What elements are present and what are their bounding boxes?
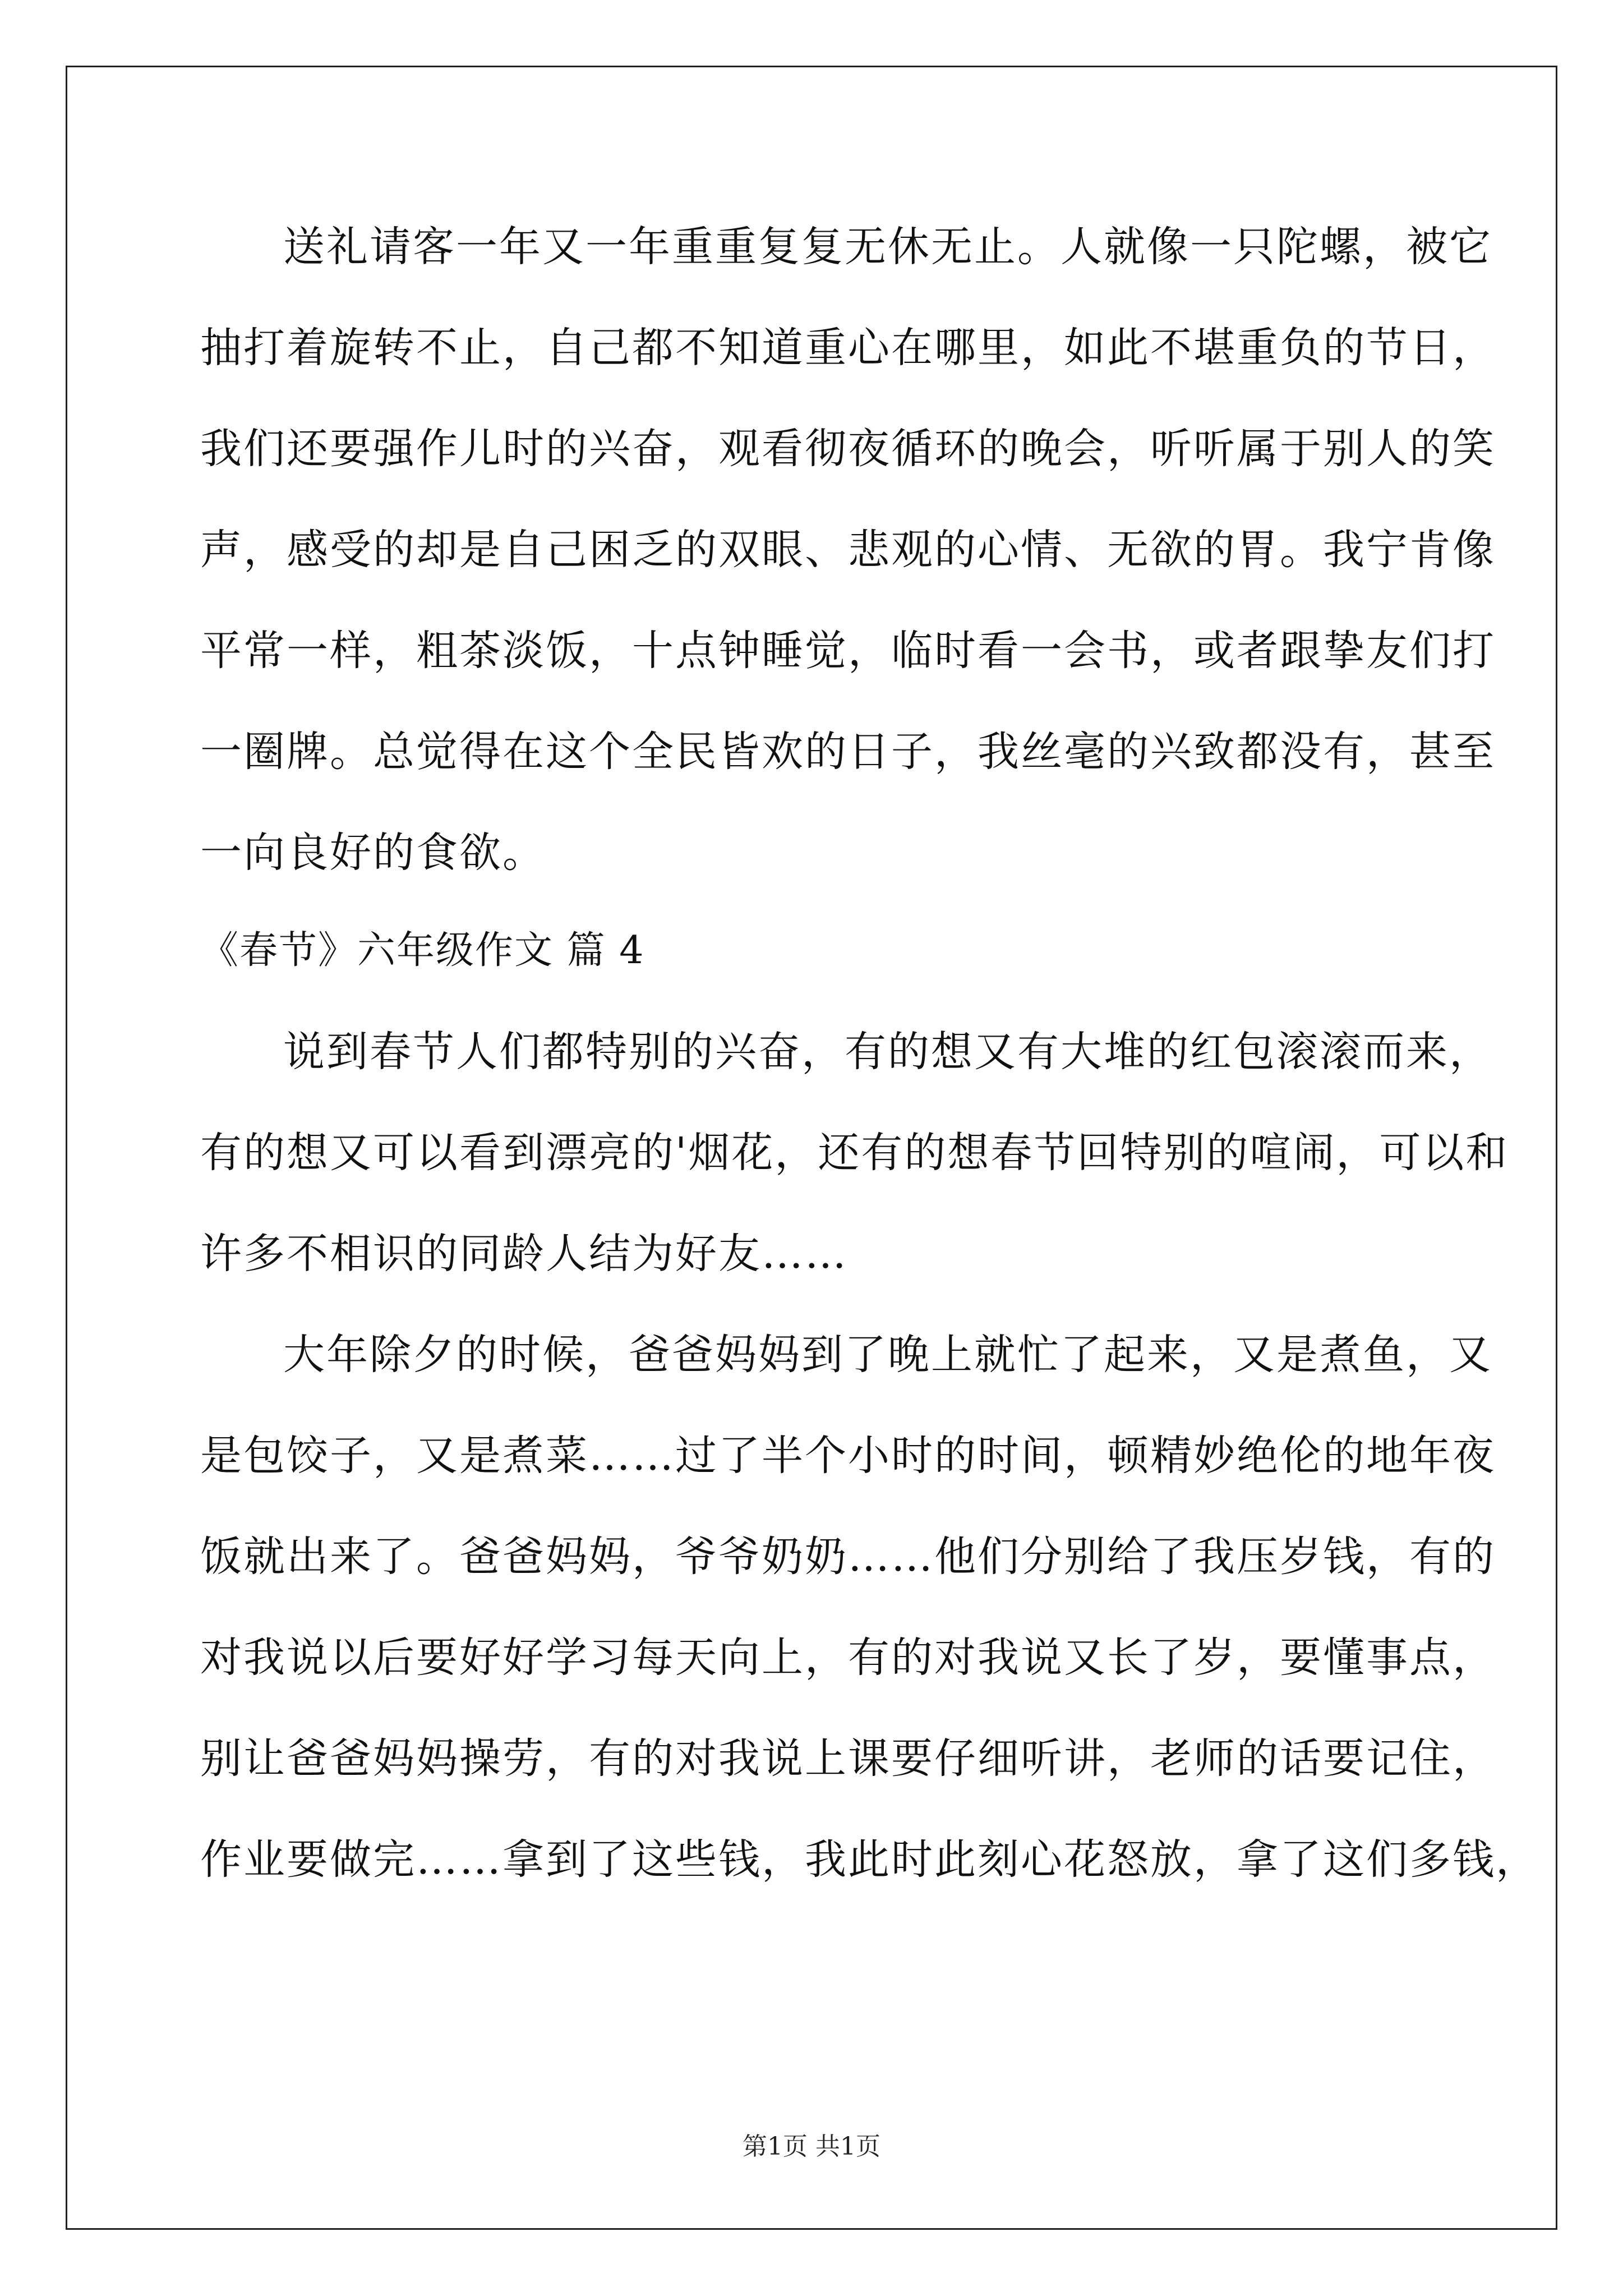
paragraph-line: 对我说以后要好好学习每天向上，有的对我说又长了岁，要懂事点， — [200, 1634, 1496, 1682]
paragraph-line: 我们还要强作儿时的兴奋，观看彻夜循环的晚会，听听属于别人的笑 — [200, 425, 1496, 473]
paragraph-line: 送礼请客一年又一年重重复复无休无止。人就像一只陀螺，被它 — [283, 223, 1492, 271]
paragraph-line: 有的想又可以看到漂亮的'烟花，还有的想春节回特别的喧闹，可以和 — [200, 1129, 1509, 1177]
page-footer: 第1页 共1页 — [743, 2132, 880, 2161]
paragraph-line: 一圈牌。总觉得在这个全民皆欢的日子，我丝毫的兴致都没有，甚至 — [200, 728, 1496, 776]
paragraph-line: 说到春节人们都特别的兴奋，有的想又有大堆的红包滚滚而来， — [283, 1028, 1492, 1076]
paragraph-line: 大年除夕的时候，爸爸妈妈到了晚上就忙了起来，又是煮鱼，又 — [283, 1331, 1492, 1379]
paragraph-line: 是包饺子，又是煮菜……过了半个小时的时间，顿精妙绝伦的地年夜 — [200, 1432, 1496, 1480]
paragraph-line: 许多不相识的同龄人结为好友…… — [200, 1230, 848, 1278]
paragraph-line: 作业要做完……拿到了这些钱，我此时此刻心花怒放，拿了这们多钱， — [200, 1835, 1539, 1884]
paragraph-line: 声，感受的却是自己困乏的双眼、悲观的心情、无欲的胃。我宁肯像 — [200, 526, 1496, 574]
paragraph-line: 别让爸爸妈妈操劳，有的对我说上课要仔细听讲，老师的话要记住， — [200, 1734, 1496, 1783]
paragraph-line: 饭就出来了。爸爸妈妈，爷爷奶奶……他们分别给了我压岁钱，有的 — [200, 1533, 1496, 1581]
paragraph-line: 一向良好的食欲。 — [200, 829, 546, 877]
section-heading: 《春节》六年级作文 篇 4 — [200, 928, 645, 973]
paragraph-line: 平常一样，粗茶淡饭，十点钟睡觉，临时看一会书，或者跟挚友们打 — [200, 627, 1496, 675]
paragraph-line: 抽打着旋转不止，自己都不知道重心在哪里，如此不堪重负的节日， — [200, 324, 1496, 372]
